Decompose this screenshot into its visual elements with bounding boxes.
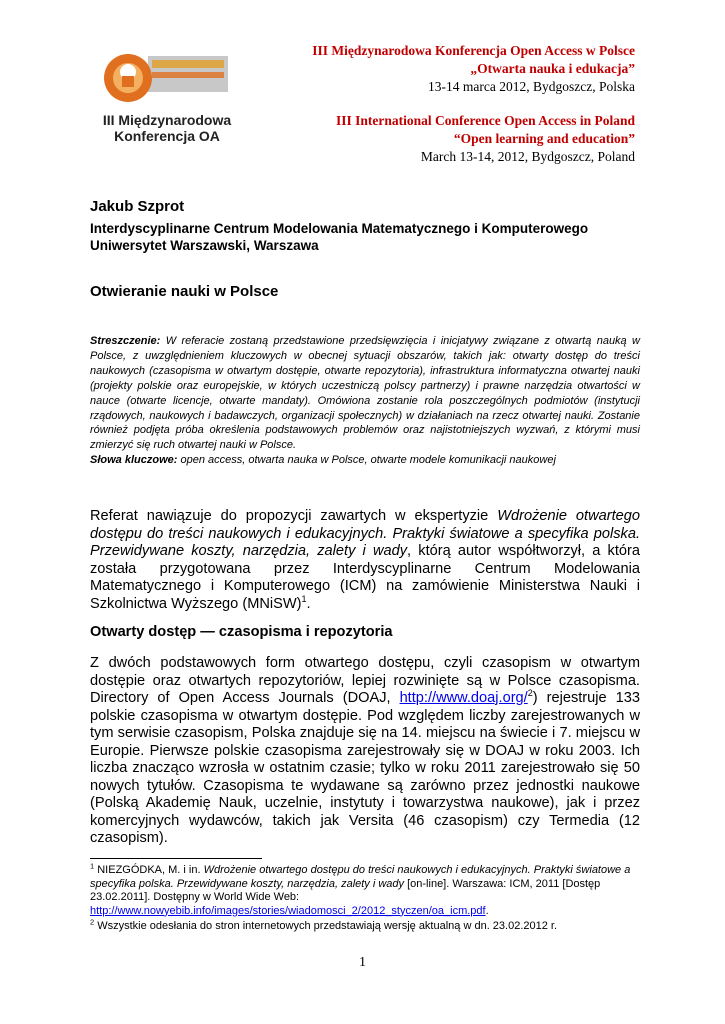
header-en-title: III International Conference Open Access in Poland <box>335 113 635 128</box>
body-paragraph-1 <box>90 508 640 613</box>
keywords-text: open access, otwarta nauka w Polsce, otwarte modele komunikacji naukowej <box>177 454 556 467</box>
logo-orange-bar <box>152 72 224 78</box>
footnote-2-text: Wszystkie odesłania do stron internetowych przedstawiają wersję aktualną w dn. 23.02.2012 r. <box>94 920 558 932</box>
p2-text-start: Z dwóch podstawowych form otwartego dostępu, czyli czasopism w otwartym dostępie oraz otwartych repozytoriów, lepiej rozwinięte są w Polsce czasopisma. Directory of Open Access Journals (DOAJ, <box>90 655 640 706</box>
p2-text-end: ) rejestruje 133 polskie czasopisma w otwartym dostępie. Pod względem liczby zarejestrowanych w tym serwisie czasopism, Polska znajduje się na 14. miejscu na świecie i 7. miejscu w Europie. Pierwsze polskie czasopisma zarejestrowały się w DOAJ w roku 2003. Ich liczba znacząco wzrosła w ostatnim czasie; tylko w roku 2011 zarejestrowało się 50 nowych tytułów. Czasopisma te wydawane są zarówno przez jednostki naukowe (Polską Akademię Nauk, uczelnie, instytuty i towarzystwa naukowe), jak i przez komercyjnych wydawców, takich jak Versita (46 czasopism) czy Termedia (12 czasopism). <box>90 690 641 846</box>
logo-text-line1: III Międzynarodowa <box>102 112 232 128</box>
author-name: Jakub Szprot <box>90 198 185 215</box>
abstract-label: Streszczenie: <box>90 335 161 347</box>
affiliation-line1: Interdyscyplinarne Centrum Modelowania Matematycznego i Komputerowego <box>90 221 589 236</box>
abstract-text: W referacie zostaną przedstawione przedsięwzięcia i inicjatywy związane z otwartą nauką w Polsce, z uwzględnieniem kluczowych w obecnej sytuacji obszarów, takich jak: otwarty dostęp do treści naukowych (czasopisma w otwartym dostępie, otwarte repozytoria), infrastruktura informatyczna otwartej nauki (projekty polskie oraz europejskie, w których uczestniczą polscy partnerzy) i prawne narzędzia otwartości w nauce (otwarte licencje, otwarte mandaty). Omówiona zostanie rola poszczególnych podmiotów (instytucji rządowych, naukowych i badawczych, organizacji społecznych) w działaniach na rzecz otwartej nauki. Zostanie również podjęta próba określenia podstawowych problemów oraz najistotniejszych wyzwań, z którymi musi zmierzyć się ruch otwartej nauki w Polsce. <box>90 335 640 452</box>
footnote-2 <box>90 917 640 934</box>
header-pl-title: III Międzynarodowa Konferencja Open Access w Polsce <box>312 43 635 58</box>
affiliation-line2: Uniwersytet Warszawski, Warszawa <box>90 238 319 253</box>
p1-report-title: Wdrożenie otwartego dostępu do treści naukowych i edukacyjnych. Praktyki światowe a specyfika polska. Przewidywane koszty, narzędzia, zalety i wady <box>90 508 640 559</box>
footnote-1-authors: NIEZGÓDKA, M. i in. <box>94 864 204 876</box>
footnote-2-number: 2 <box>90 917 95 927</box>
p1-text-start: Referat nawiązuje do propozycji zawartych w ekspertyzie <box>90 508 498 524</box>
paper-title: Otwieranie nauki w Polsce <box>90 283 279 300</box>
logo-lock-body <box>122 76 134 87</box>
footnote-1-details: [on-line]. Warszawa: ICM, 2011 [Dostęp 23.02.2011]. Dostępny w World Wide Web: <box>90 877 601 903</box>
footnote-ref-1[interactable]: 1 <box>301 593 307 604</box>
conference-header <box>215 42 635 166</box>
header-pl-date: 13-14 marca 2012, Bydgoszcz, Polska <box>428 79 635 94</box>
footnote-ref-2[interactable]: 2 <box>527 688 533 699</box>
header-pl-subtitle: „Otwarta nauka i edukacja” <box>470 61 635 76</box>
logo-amber-bar <box>152 60 224 68</box>
section-heading: Otwarty dostęp — czasopisma i repozytoria <box>90 624 393 640</box>
body-paragraph-2 <box>90 655 640 848</box>
footnote-1-end: . <box>485 904 489 917</box>
page-number: 1 <box>359 955 366 970</box>
p1-period: . <box>306 595 311 612</box>
abstract <box>90 334 640 468</box>
header-en-subtitle: “Open learning and education” <box>453 131 635 146</box>
logo-text-line2: Konferencja OA <box>114 128 220 144</box>
p1-text-end: , którą autor współtworzył, a która została przygotowana przez Interdyscyplinarne Centrum Modelowania Matematycznego i Komputerowego (ICM) na zamówienie Ministerstwa Nauki i Szkolnictwa Wyższego (MNiSW) <box>90 543 640 612</box>
footnote-separator <box>90 858 262 859</box>
footnote-1-title: Wdrożenie otwartego dostępu do treści naukowych i edukacyjnych. Praktyki światowe a specyfika polska. Przewidywane koszty, narzędzia, zalety i wady <box>90 864 631 890</box>
footnote-1-link[interactable]: http://www.nowyebib.info/images/stories/wiadomosci_2/2012_styczen/oa_icm.pdf <box>90 904 486 917</box>
header-en-date: March 13-14, 2012, Bydgoszcz, Poland <box>420 149 635 164</box>
keywords-label: Słowa kluczowe: <box>90 454 178 467</box>
author-affiliation <box>90 220 650 254</box>
doaj-link[interactable]: http://www.doaj.org/ <box>399 690 528 706</box>
footnote-1-number: 1 <box>90 861 95 871</box>
footnote-1 <box>90 861 640 918</box>
